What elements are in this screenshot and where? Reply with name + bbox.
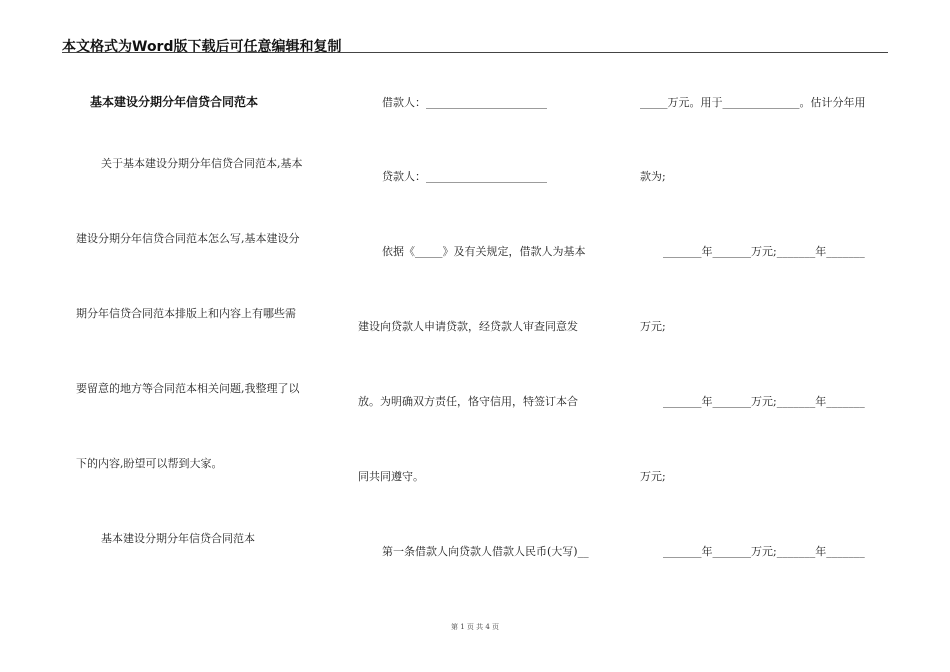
paragraph-line: _____万元。用于______________。估计分年用 bbox=[640, 96, 866, 109]
borrower-field-line: 借款人：______________________ bbox=[382, 96, 547, 109]
paragraph-line: 关于基本建设分期分年信贷合同范本,基本 bbox=[101, 157, 303, 170]
schedule-line: _______年_______万元;_______年_______ bbox=[663, 545, 865, 558]
paragraph-line: 依据《_____》及有关规定，借款人为基本 bbox=[382, 245, 586, 258]
document-header-title: 本文格式为Word版下载后可任意编辑和复制 bbox=[62, 39, 342, 55]
paragraph-line: 放。为明确双方责任，恪守信用，特签订本合 bbox=[358, 395, 578, 408]
paragraph-line: 同共同遵守。 bbox=[358, 470, 424, 483]
section-subtitle: 基本建设分期分年信贷合同范本 bbox=[101, 532, 255, 545]
paragraph-line: 建设分期分年信贷合同范本怎么写,基本建设分 bbox=[76, 232, 300, 245]
lender-field-line: 贷款人：______________________ bbox=[382, 170, 547, 183]
paragraph-line: 要留意的地方等合同范本相关问题,我整理了以 bbox=[76, 382, 300, 395]
paragraph-line: 建设向贷款人申请贷款，经贷款人审查同意发 bbox=[358, 320, 578, 333]
page-number: 第 1 页 共 4 页 bbox=[450, 623, 500, 631]
paragraph-line: 万元; bbox=[640, 320, 666, 333]
paragraph-line: 下的内容,盼望可以帮到大家。 bbox=[76, 457, 223, 470]
document-title: 基本建设分期分年信贷合同范本 bbox=[90, 95, 259, 109]
paragraph-line: 期分年信贷合同范本排版上和内容上有哪些需 bbox=[76, 307, 296, 320]
paragraph-line: 款为; bbox=[640, 170, 666, 183]
paragraph-line: 万元; bbox=[640, 470, 666, 483]
schedule-line: _______年_______万元;_______年_______ bbox=[663, 245, 865, 258]
schedule-line: _______年_______万元;_______年_______ bbox=[663, 395, 865, 408]
article-one-line: 第一条借款人向贷款人借款人民币(大写)__ bbox=[382, 545, 589, 558]
header-divider bbox=[62, 52, 888, 53]
